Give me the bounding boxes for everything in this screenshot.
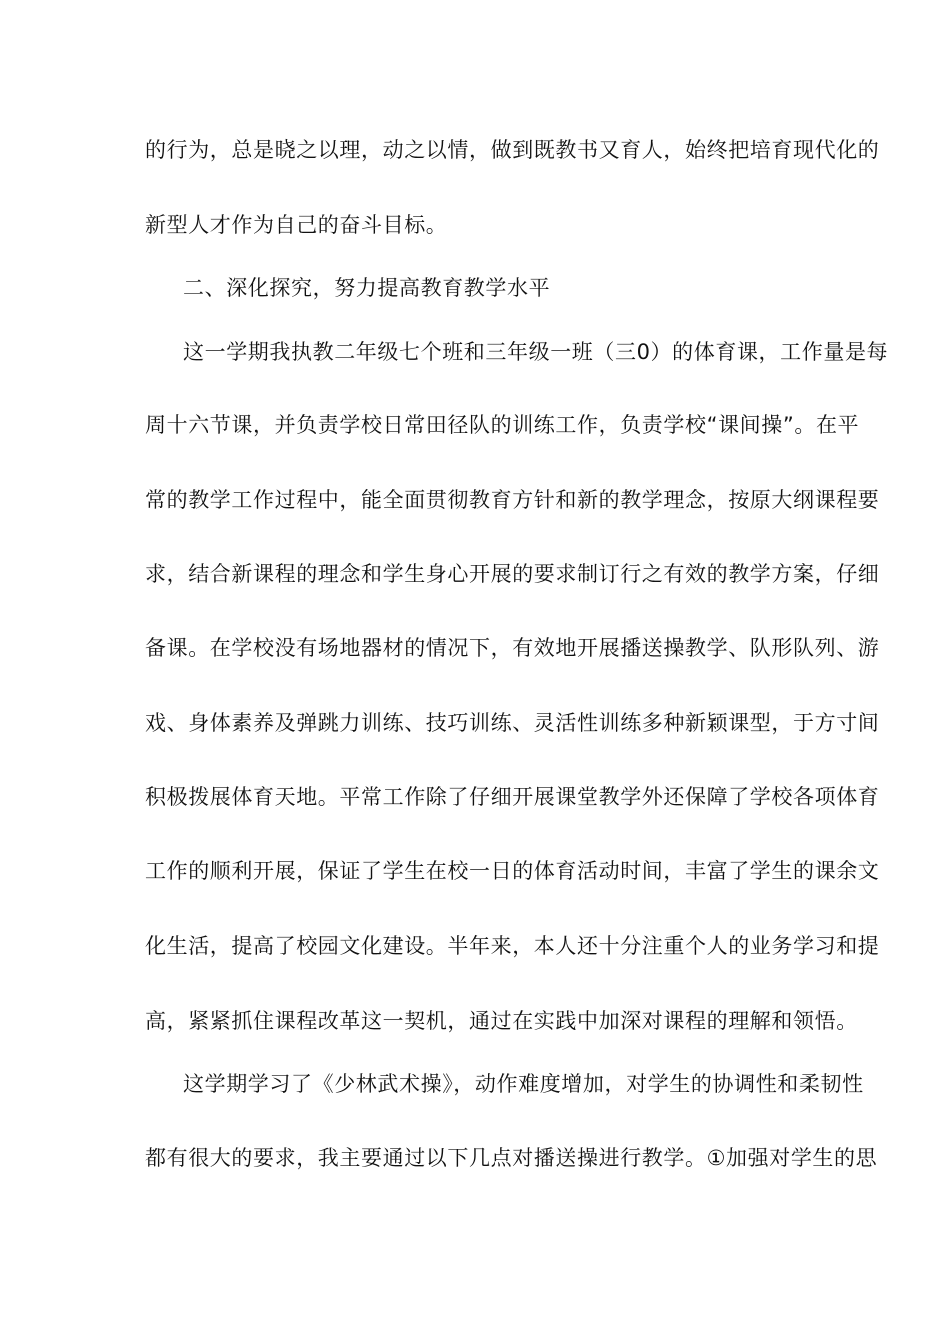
text-line: 都有很大的要求，我主要通过以下几点对播送操进行教学。①加强对学生的思 — [145, 1146, 878, 1170]
text-line: 化生活，提高了校园文化建设。半年来，本人还十分注重个人的业务学习和提 — [145, 934, 880, 958]
text-line: 新型人才作为自己的奋斗目标。 — [145, 213, 448, 237]
text-line: 工作的顺利开展，保证了学生在校一日的体育活动时间，丰富了学生的课余文 — [145, 859, 880, 883]
text-line: 这学期学习了《少林武术操》，动作难度增加，对学生的协调性和柔韧性 — [183, 1072, 864, 1096]
text-line: 求，结合新课程的理念和学生身心开展的要求制订行之有效的教学方案，仔细 — [145, 562, 880, 586]
text-line: 这一学期我执教二年级七个班和三年级一班（三0）的体育课，工作量是每 — [183, 340, 889, 364]
text-line: 周十六节课，并负责学校日常田径队的训练工作，负责学校“课间操”。在平 — [145, 413, 860, 437]
text-line: 的行为，总是晓之以理，动之以情，做到既教书又育人，始终把培育现代化的 — [145, 138, 880, 162]
text-line: 积极拨展体育天地。平常工作除了仔细开展课堂教学外还保障了学校各项体育 — [145, 785, 880, 809]
text-line: 戏、身体素养及弹跳力训练、技巧训练、灵活性训练多种新颖课型，于方寸间 — [145, 711, 880, 735]
section-heading: 二、深化探究，努力提高教育教学水平 — [183, 276, 551, 300]
text-line: 备课。在学校没有场地器材的情况下，有效地开展播送操教学、队形队列、游 — [145, 636, 880, 660]
text-line: 常的教学工作过程中，能全面贯彻教育方针和新的教学理念，按原大纲课程要 — [145, 488, 880, 512]
text-line: 高，紧紧抓住课程改革这一契机，通过在实践中加深对课程的理解和领悟。 — [145, 1009, 858, 1033]
